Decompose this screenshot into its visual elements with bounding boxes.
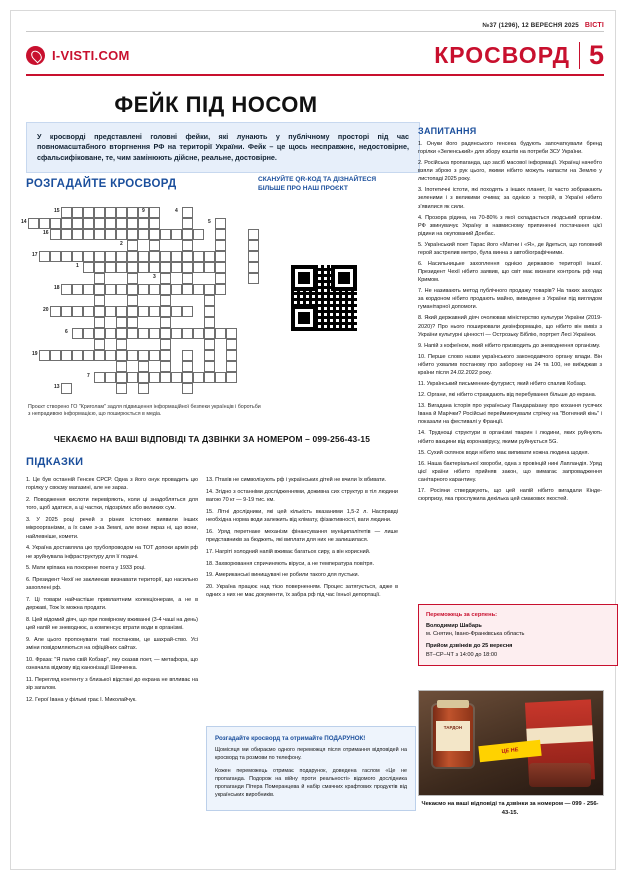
question-item: 11. Український письменник-футурист, який нібито спалив Кобзар.: [418, 381, 587, 388]
hint-item: 9. Але цього пропонувати такі постанови, це шахрай-ство. Усі зміни повідомляються на офіційних сайтах.: [26, 637, 198, 652]
crossword-cell[interactable]: [61, 229, 72, 240]
crossword-cell[interactable]: [94, 317, 105, 328]
crossword-cell[interactable]: [215, 273, 226, 284]
question-item: 14. Труднощі структури в організмі тварин і людини, яких руйнують нібито вакцини від коронавірусу, якими руйнується 5G.: [418, 430, 602, 445]
crossword-cell[interactable]: [248, 273, 259, 284]
crossword-cell[interactable]: [94, 262, 105, 273]
crossword-cell[interactable]: [204, 328, 215, 339]
question-item: 1. Онуки його радянського генсека будують започаткували бренд горілки «Зеленський» для збору коштів на потреби ЗСУ України.: [418, 141, 602, 156]
wait-for-answers-line: ЧЕКАЄМО НА ВАШІ ВІДПОВІДІ ТА ДЗВІНКИ ЗА НОМЕРОМ – 099-256-43-15: [53, 434, 371, 444]
crossword-cell[interactable]: [127, 240, 138, 251]
crossword-cell[interactable]: [204, 306, 215, 317]
crossword-cell[interactable]: [182, 251, 193, 262]
crossword-cell[interactable]: [94, 328, 105, 339]
crossword-cell[interactable]: [94, 207, 105, 218]
promo-line: Кожен переможець отримає подарунок, доведена гаслом «Це не пропаганда. Подорож на війну проти реальності» відомого дослідника пропаганди Пітера Померанцева й набір смачних крафтових продуктів від українських виробників.: [215, 767, 407, 798]
crossword-cell[interactable]: [171, 251, 182, 262]
crossword-cell[interactable]: [138, 361, 149, 372]
crossword-clue-number: 1: [76, 263, 79, 269]
crossword-cell[interactable]: [171, 262, 182, 273]
crossword-cell[interactable]: [61, 284, 72, 295]
promo-line: Щомісяця ми обираємо одного переможця після отримання відповідей на кросворд та розмови по телефону.: [215, 747, 407, 762]
question-item: 7. Не називають метод публічного продажу товарів? На таких заходах за кордоном нібито продають майно, виведене з України під виглядом гуманітарної допомоги.: [418, 288, 602, 311]
crossword-clue-number: 19: [32, 351, 38, 357]
hint-item: 18. Захворювання спричиняють віруси, а не температура повітря.: [206, 560, 375, 567]
winner-place: м. Снятин, Івано-Франківська область: [426, 631, 525, 638]
crossword-cell[interactable]: [116, 262, 127, 273]
promo-title: Розгадайте кросворд та отримайте ПОДАРУНОК!: [215, 735, 366, 742]
crossword-cell[interactable]: [160, 284, 171, 295]
crossword-cell[interactable]: [204, 295, 215, 306]
crossword-cell[interactable]: [83, 207, 94, 218]
final-call: Чекаємо на ваші відповіді та дзвінки за номером — 099 - 256-43-15.: [421, 801, 599, 816]
crossword-cell[interactable]: [160, 273, 171, 284]
hint-item: 4. Україна доставляла цю трубопроводом на ТОТ допоки армія рф не зруйнувала інфраструктуру для її подачі.: [26, 545, 198, 560]
food-item: [529, 763, 591, 787]
crossword-cell[interactable]: [182, 361, 193, 372]
prize-photo: [418, 690, 604, 796]
crossword-cell[interactable]: [248, 229, 259, 240]
hint-item: 1. Це був останній Генсек СРСР. Одна з його онук провадить цю горілку у своєму магазині, але не зараз.: [26, 477, 198, 492]
hint-item: 16. Уряд перетнаке механізм фінансування муніципалітетів — лише представників за бюджеть, які виплати для них не залишилася.: [206, 528, 398, 543]
crossword-cell[interactable]: [105, 328, 116, 339]
crossword-cell[interactable]: [226, 350, 237, 361]
crossword-cell[interactable]: [215, 229, 226, 240]
hints-heading: ПІДКАЗКИ: [26, 456, 84, 468]
crossword-cell[interactable]: [116, 339, 127, 350]
crossword-cell[interactable]: [248, 240, 259, 251]
crossword-cell[interactable]: [127, 350, 138, 361]
crossword-clue-number: 2: [120, 241, 123, 247]
page-number: 5: [579, 42, 604, 69]
crossword-cell[interactable]: [149, 229, 160, 240]
crossword-cell[interactable]: [116, 207, 127, 218]
crossword-cell[interactable]: [193, 284, 204, 295]
hint-item: 5. Мати кріпака на покорене поета у 1933 році.: [26, 565, 146, 572]
crossword-cell[interactable]: [149, 207, 160, 218]
crossword-cell[interactable]: [182, 218, 193, 229]
crossword-cell[interactable]: [138, 383, 149, 394]
solve-heading: РОЗГАДАЙТЕ КРОСВОРД: [26, 178, 177, 190]
masthead-divider: [26, 74, 604, 76]
crossword-cell[interactable]: [105, 229, 116, 240]
crossword-cell[interactable]: [61, 251, 72, 262]
crossword-cell[interactable]: [215, 284, 226, 295]
crossword-cell[interactable]: [83, 350, 94, 361]
hint-item: 20. Україна працює над тією поверненням. Процес затягується, адже в одних з них не має документи, їх забра рф під час їхньої депортації.: [206, 584, 398, 599]
crossword-cell[interactable]: [116, 218, 127, 229]
crossword-cell[interactable]: [127, 207, 138, 218]
paper-name: ВІСТІ: [584, 22, 604, 29]
crossword-cell[interactable]: [215, 218, 226, 229]
crossword-cell[interactable]: [149, 350, 160, 361]
crossword-cell[interactable]: [226, 361, 237, 372]
question-item: 12. Органи, які нібито страждають від перебування більше до екрана.: [418, 392, 597, 399]
crossword-cell[interactable]: [160, 229, 171, 240]
project-note: Проєкт створено ГО "Криголам" задля підвищення інформаційної безпеки українців і боротьби з непрадивою інформацією, що поширюється в медіа.: [28, 404, 261, 418]
crossword-clue-number: 14: [21, 219, 27, 225]
crossword-cell[interactable]: [127, 229, 138, 240]
crossword-cell[interactable]: [94, 295, 105, 306]
hint-item: 15. Літні дослідники, які цей кількість вказаними 1,5-2 л. Насправді необхідна норма води залежить від клімату, фізактивності, ваги людини.: [206, 508, 398, 523]
crossword-cell[interactable]: [83, 284, 94, 295]
crossword-cell[interactable]: [39, 350, 50, 361]
crossword-cell[interactable]: [116, 306, 127, 317]
crossword-cell[interactable]: [72, 229, 83, 240]
crossword-cell[interactable]: [182, 229, 193, 240]
crossword-cell[interactable]: [204, 284, 215, 295]
crossword-cell[interactable]: [160, 339, 171, 350]
crossword-cell[interactable]: [182, 240, 193, 251]
logo-icon: [26, 46, 45, 65]
crossword-cell[interactable]: [226, 339, 237, 350]
section-block: [434, 39, 604, 70]
crossword-cell[interactable]: [127, 262, 138, 273]
crossword-cell[interactable]: [226, 328, 237, 339]
crossword-cell[interactable]: [83, 306, 94, 317]
crossword-cell[interactable]: [149, 262, 160, 273]
crossword-cell[interactable]: [160, 317, 171, 328]
crossword-cell[interactable]: [149, 284, 160, 295]
crossword-clue-number: 3: [153, 274, 156, 280]
crossword-cell[interactable]: [149, 328, 160, 339]
crossword-cell[interactable]: [116, 372, 127, 383]
crossword-cell[interactable]: [204, 339, 215, 350]
crossword-clue-number: 4: [175, 208, 178, 214]
crossword-cell[interactable]: [149, 251, 160, 262]
crossword-cell[interactable]: [28, 218, 39, 229]
crossword-cell[interactable]: [127, 372, 138, 383]
jar-cap: [437, 700, 469, 708]
crossword-cell[interactable]: [182, 328, 193, 339]
crossword-cell[interactable]: [193, 251, 204, 262]
crossword-cell[interactable]: [149, 218, 160, 229]
crossword-cell[interactable]: [149, 306, 160, 317]
crossword-clue-number: 7: [87, 373, 90, 379]
hint-item: 3. У 2025 році речей з різних істотних виявили інших мікроорганізми, а їх саме з-за Землі, але вони якраз ні, що вони, найлевніше, комети.: [26, 517, 198, 540]
crossword-cell[interactable]: [105, 251, 116, 262]
crossword-cell[interactable]: [61, 350, 72, 361]
question-item: 2. Російська пропаганда, що засіб масової інформації. Українці начебто взяли зброю з рук цього, якими нібито можуть напасти на Землю у листопаді 2025 року.: [418, 160, 602, 183]
crossword-clue-number: 9: [142, 208, 145, 214]
brand-block[interactable]: [26, 46, 130, 65]
crossword-cell[interactable]: [138, 218, 149, 229]
crossword-cell[interactable]: [182, 262, 193, 273]
crossword-cell[interactable]: [50, 350, 61, 361]
crossword-cell[interactable]: [226, 372, 237, 383]
crossword-cell[interactable]: [204, 350, 215, 361]
winner-title: Переможець за серпень:: [426, 612, 498, 618]
crossword-cell[interactable]: [182, 306, 193, 317]
crossword-cell[interactable]: [105, 218, 116, 229]
crossword-cell[interactable]: [204, 251, 215, 262]
crossword-cell[interactable]: [171, 328, 182, 339]
crossword-cell[interactable]: [72, 218, 83, 229]
crossword-cell[interactable]: [127, 284, 138, 295]
crossword-cell[interactable]: [248, 251, 259, 262]
crossword-cell[interactable]: [72, 207, 83, 218]
crossword-cell[interactable]: [83, 328, 94, 339]
hint-item: 13. Птахів не символізують рф і українських дітей не вчили їх вбивати.: [206, 477, 387, 483]
crossword-cell[interactable]: [127, 328, 138, 339]
crossword-cell[interactable]: [182, 207, 193, 218]
crossword-clue-number: 13: [54, 384, 60, 390]
question-item: 4. Прозора рідина, на 70-80% з якої складається людський організм. РФ звинувачує Україну в навмисному припиненні постачання цієї рідини на окупований Донбас.: [418, 214, 602, 237]
hint-item: 7. Ці товари найчастіше привлаятним колекціонерам, а не в державі, Тож їх можна продати.: [26, 597, 198, 612]
question-item: 16. Наша бактеріальної хвороби, одна з провінцій нині Лапландія. Уряд цієї країни нібито прийняв закон, що вимагає запровадження санітарного карантину.: [418, 460, 602, 483]
crossword-cell[interactable]: [138, 229, 149, 240]
hint-item: 2. Поводження кислоти перевіряють, коли ці знадобляться для того, щоб здатися, а ці частки, підозрілих або великих сум.: [26, 497, 198, 512]
crossword-cell[interactable]: [127, 295, 138, 306]
crossword-cell[interactable]: [94, 306, 105, 317]
section-title: КРОСВОРД: [434, 41, 570, 68]
qr-finder-tl: [291, 265, 317, 291]
call-schedule: ВТ–СР–ЧТ з 14:00 до 18:00: [426, 651, 498, 658]
promo-box: [206, 726, 416, 811]
crossword-cell[interactable]: [204, 262, 215, 273]
crossword-cell[interactable]: [83, 262, 94, 273]
jar-image: [433, 705, 473, 767]
crossword-cell[interactable]: [94, 339, 105, 350]
question-item: 13. Вигадана історія про українську Пандараізану про кохання гусячих Івана й Марічки? Російські переймиючували стрічку на "Вогняний кінь" і показали на фестивалі у Франції.: [418, 403, 602, 426]
crossword-cell[interactable]: [138, 284, 149, 295]
crossword-cell[interactable]: [50, 306, 61, 317]
questions-heading: ЗАПИТАННЯ: [418, 126, 477, 136]
hint-item: 17. Нагріті холодний напій вживає багатьох сиру, а він корисний.: [206, 548, 371, 555]
crossword-cell[interactable]: [215, 372, 226, 383]
site-name: I-VISTI.COM: [52, 47, 130, 63]
intro-box: У кросворді представлені головні фейки, які лунають у публічному просторі під час повномасштабного вторгнення РФ на території України. Фейк – це щось несправжнє, недостовірне, сфальсифіковане, те, чим замінюють дійсне, реальне, достовірне.: [26, 122, 420, 173]
crossword-cell[interactable]: [160, 372, 171, 383]
crossword-cell[interactable]: [160, 295, 171, 306]
top-divider: [26, 31, 604, 32]
crossword-cell[interactable]: [61, 306, 72, 317]
crossword-cell[interactable]: [116, 284, 127, 295]
question-item: 3. Іпотетичні істоти, які походять з інших планет, їх часто зображають зеленими і з великими очима; за однією з теорій, в Україні нібито з'явилися як сили.: [418, 187, 602, 210]
crossword-cell[interactable]: [160, 251, 171, 262]
crossword-cell[interactable]: [127, 317, 138, 328]
crossword-cell[interactable]: [61, 383, 72, 394]
crossword-cell[interactable]: [149, 240, 160, 251]
crossword-cell[interactable]: [215, 240, 226, 251]
page-title: ФЕЙК ПІД НОСОМ: [114, 92, 318, 117]
crossword-cell[interactable]: [215, 328, 226, 339]
masthead: [26, 38, 604, 72]
crossword-cell[interactable]: [182, 350, 193, 361]
hints-column-right: [206, 476, 398, 603]
crossword-cell[interactable]: [116, 383, 127, 394]
hint-item: 10. Фраза: "Я палю свій Кобзар", яку сказав поет, — метафора, що означала відмову від канонізації Шевченка.: [26, 657, 198, 672]
question-item: 8. Який державний діяч очолював міністерство культури України (2019-2020)? Про нього поширювали дезінформацію, що нібито він вивіз з України культурні цінності — Острозьку Біблію, портрет Лесі Українки.: [418, 315, 602, 338]
question-item: 15. Сухий склянок води нібито має випивати кожна людина щодня.: [418, 449, 590, 456]
hint-item: 14. Згідно з останніми дослідженнями, доживна сих структур в тіл людини вагою 70 кг — 9-19 тис. км.: [206, 488, 398, 503]
crossword-cell[interactable]: [94, 218, 105, 229]
crossword-cell[interactable]: [127, 218, 138, 229]
crossword-cell[interactable]: [138, 306, 149, 317]
crossword-cell[interactable]: [182, 284, 193, 295]
question-item: 5. Український поет Тарас його «Матни і «Я», де йдеться, що головний герой застрелив метро, була винна з автобіографічними.: [418, 241, 602, 256]
crossword-cell[interactable]: [72, 328, 83, 339]
crossword-cell[interactable]: [39, 251, 50, 262]
crossword-cell[interactable]: [204, 372, 215, 383]
question-item: 6. Насильницьке захоплення однією державою території іншої. Президент Чехії нібито заявив, що світ має визнати контроль рф над Кримом.: [418, 261, 602, 284]
crossword-cell[interactable]: [138, 372, 149, 383]
top-meta-line: [26, 22, 604, 29]
crossword-cell[interactable]: [50, 218, 61, 229]
question-item: 10. Перше слово назви українського законодавчого органу влади. Він нібито ухвалив постанову про заборону на 24 та 100, не виїжджав з країни після 24.02.2022 року.: [418, 353, 602, 376]
crossword-cell[interactable]: [61, 207, 72, 218]
crossword-cell[interactable]: [94, 350, 105, 361]
crossword-cell[interactable]: [94, 273, 105, 284]
crossword-cell[interactable]: [116, 317, 127, 328]
hint-item: 11. Перегляд контенту з близької відстані до екрана не впливає на зір загалом.: [26, 677, 198, 692]
hints-column-left: [26, 476, 198, 708]
crossword-cell[interactable]: [138, 350, 149, 361]
crossword-clue-number: 17: [32, 252, 38, 258]
crossword-cell[interactable]: [94, 229, 105, 240]
crossword-cell[interactable]: [248, 262, 259, 273]
issue-info: №37 (1296), 12 ВЕРЕСНЯ 2025: [482, 22, 579, 29]
winner-name: Володимир Шабарь: [426, 622, 482, 629]
crossword-cell[interactable]: [160, 306, 171, 317]
jar-label: ТАРДОН: [436, 721, 470, 751]
crossword-cell[interactable]: [116, 328, 127, 339]
question-item: 17. Росіяни стверджують, що цей напій нібито вигадали Кінде-сюрпризу, яка прослужила декілька цей смакових якостей.: [418, 487, 602, 502]
crossword-cell[interactable]: [105, 350, 116, 361]
call-schedule-title: Прийом дзвінків до 25 вересня: [426, 643, 513, 650]
crossword-cell[interactable]: [50, 251, 61, 262]
crossword-cell[interactable]: [105, 306, 116, 317]
crossword-cell[interactable]: [171, 284, 182, 295]
crossword-cell[interactable]: [50, 229, 61, 240]
crossword-clue-number: 16: [43, 230, 49, 236]
crossword-cell[interactable]: [193, 229, 204, 240]
promo-text: [215, 746, 407, 799]
crossword-cell[interactable]: [138, 328, 149, 339]
crossword-cell[interactable]: [204, 361, 215, 372]
crossword-cell[interactable]: [182, 372, 193, 383]
crossword-cell[interactable]: [160, 350, 171, 361]
crossword-cell[interactable]: [193, 262, 204, 273]
crossword-clue-number: 20: [43, 307, 49, 313]
crossword-cell[interactable]: [72, 251, 83, 262]
question-item: 9. Напій з кофеїном, який нібито призводить до зневоднення організму.: [418, 342, 601, 349]
crossword-cell[interactable]: [149, 372, 160, 383]
crossword-cell[interactable]: [160, 328, 171, 339]
crossword-cell[interactable]: [193, 328, 204, 339]
qr-finder-tr: [331, 265, 357, 291]
crossword-cell[interactable]: [138, 262, 149, 273]
crossword-cell[interactable]: [105, 372, 116, 383]
crossword-cell[interactable]: [72, 350, 83, 361]
crossword-cell[interactable]: [182, 273, 193, 284]
crossword-cell[interactable]: [61, 218, 72, 229]
crossword-clue-number: 5: [208, 219, 211, 225]
crossword-cell[interactable]: [94, 372, 105, 383]
crossword-cell[interactable]: [127, 306, 138, 317]
crossword-cell[interactable]: [116, 251, 127, 262]
qr-finder-bl: [291, 305, 317, 331]
crossword-clue-number: 15: [54, 208, 60, 214]
prize-ribbon: ЦЕ НЕ: [478, 740, 541, 762]
questions-column: [418, 140, 602, 506]
crossword-cell[interactable]: [105, 284, 116, 295]
crossword-cell[interactable]: [215, 262, 226, 273]
crossword-cell[interactable]: [160, 262, 171, 273]
crossword-cell[interactable]: [171, 229, 182, 240]
winner-box: [418, 604, 618, 666]
crossword-cell[interactable]: [182, 383, 193, 394]
crossword-cell[interactable]: [138, 251, 149, 262]
crossword-cell[interactable]: [193, 372, 204, 383]
crossword-cell[interactable]: [116, 229, 127, 240]
hint-item: 12. Герої Івана у фільмі грає І. Миколайчук.: [26, 697, 137, 703]
crossword-cell[interactable]: [105, 262, 116, 273]
crossword-cell[interactable]: [94, 284, 105, 295]
qr-call-text: СКАНУЙТЕ QR-КОД ТА ДІЗНАЙТЕСЯ БІЛЬШЕ ПРО НАШ ПРОЄКТ: [258, 176, 377, 192]
crossword-clue-number: 18: [54, 285, 60, 291]
crossword-cell[interactable]: [171, 306, 182, 317]
crossword-cell[interactable]: [160, 361, 171, 372]
crossword-cell[interactable]: [171, 372, 182, 383]
crossword-cell[interactable]: [116, 361, 127, 372]
crossword-cell[interactable]: [204, 317, 215, 328]
crossword-cell[interactable]: [105, 207, 116, 218]
crossword-cell[interactable]: [72, 306, 83, 317]
hint-item: 8. Цей відомий діяч, що при помірному вживанні (3-4 чаші на день) цей напій не зневоднює, а компенсує втрати води в організмі.: [26, 617, 198, 632]
crossword-cell[interactable]: [39, 218, 50, 229]
crossword-cell[interactable]: [83, 251, 94, 262]
crossword-cell[interactable]: [127, 251, 138, 262]
crossword-cell[interactable]: [127, 273, 138, 284]
crossword-cell[interactable]: [83, 229, 94, 240]
qr-code[interactable]: [288, 262, 360, 334]
crossword-cell[interactable]: [94, 251, 105, 262]
crossword-clue-number: 6: [65, 329, 68, 335]
crossword-cell[interactable]: [83, 218, 94, 229]
hint-item: 6. Президент Чехії не заклиекав визнавати території, що насильно захоплені рф.: [26, 577, 198, 592]
crossword-cell[interactable]: [215, 251, 226, 262]
crossword-cell[interactable]: [72, 284, 83, 295]
crossword-cell[interactable]: [116, 350, 127, 361]
hint-item: 19. Американські винищувачі не робили такого для пустьки.: [206, 572, 360, 579]
